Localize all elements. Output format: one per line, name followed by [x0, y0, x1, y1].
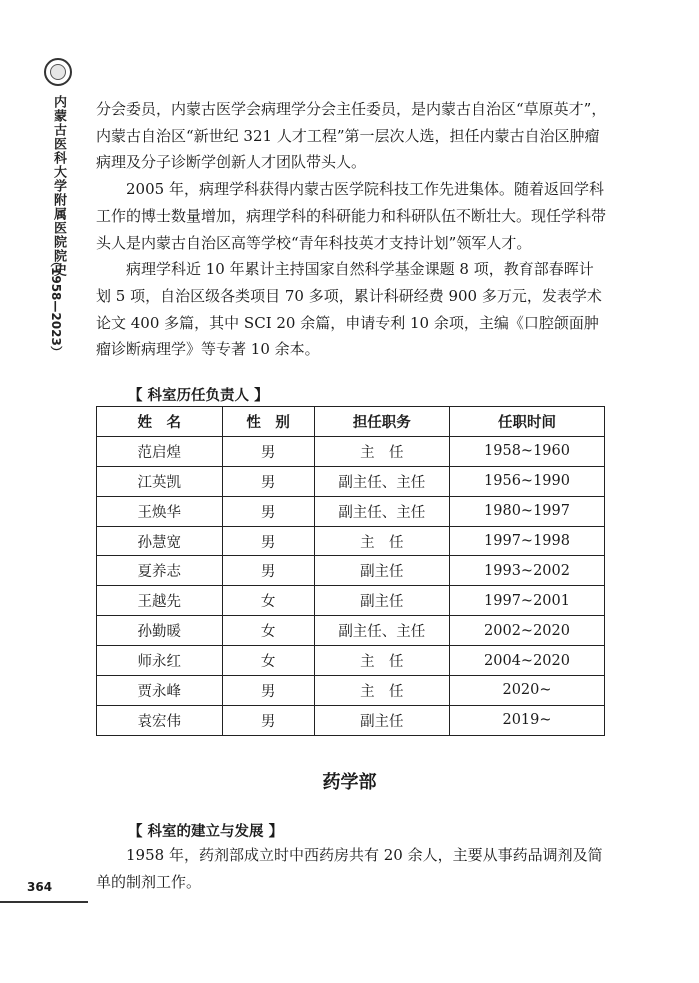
cell-name: 王越先	[97, 586, 223, 616]
page-footer-rule	[0, 901, 88, 903]
cell-name: 袁宏伟	[97, 705, 223, 735]
table-row	[97, 436, 605, 466]
table-row	[97, 526, 605, 556]
cell-position: 副主任、主任	[314, 496, 449, 526]
cell-position: 副主任	[314, 556, 449, 586]
table-row	[97, 586, 605, 616]
table-row	[97, 616, 605, 646]
cell-tenure: 2004~2020	[450, 646, 605, 676]
cell-gender: 男	[222, 466, 314, 496]
cell-tenure: 1997~1998	[450, 526, 605, 556]
cell-tenure: 1997~2001	[450, 586, 605, 616]
table-row	[97, 705, 605, 735]
cell-tenure: 1980~1997	[450, 496, 605, 526]
intro-paragraph-1: 分会委员，内蒙古医学会病理学分会主任委员，是内蒙古自治区“草原英才”，内蒙古自治区“新世纪 321 人才工程”第一层次人选，担任内蒙古自治区肿瘤病理及分子诊断学创新人才团队带头人。	[96, 100, 607, 172]
cell-gender: 男	[222, 496, 314, 526]
cell-name: 贾永峰	[97, 676, 223, 706]
table-row	[97, 646, 605, 676]
cell-tenure: 2002~2020	[450, 616, 605, 646]
pharmacy-paragraph-1: 1958 年，药剂部成立时中西药房共有 20 余人，主要从事药品调剂及简单的制剂工作。	[96, 846, 603, 891]
cell-position: 副主任、主任	[314, 616, 449, 646]
cell-position: 副主任、主任	[314, 466, 449, 496]
intro-paragraph-3: 病理学科近 10 年累计主持国家自然科学基金课题 8 项，教育部春晖计划 5 项，自治区级各类项目 70 多项，累计科研经费 900 多万元，发表学术论文 400 多篇，其中 SCI 20 余篇，申请专利 10 余项，主编《口腔颌面肿瘤诊断病理学》等专著 10 余本。	[96, 260, 602, 359]
cell-position: 主 任	[314, 526, 449, 556]
cell-gender: 女	[222, 586, 314, 616]
cell-name: 范启煌	[97, 436, 223, 466]
cell-position: 主 任	[314, 436, 449, 466]
leaders-table-header-row	[97, 407, 605, 437]
cell-gender: 男	[222, 556, 314, 586]
running-title-years: （1958—2023）	[49, 255, 63, 358]
header-tenure: 任职时间	[450, 407, 605, 437]
cell-gender: 女	[222, 616, 314, 646]
intro-paragraph-2: 2005 年，病理学科获得内蒙古医学院科技工作先进集体。随着返回学科工作的博士数量增加，病理学科的科研能力和科研队伍不断壮大。现任学科带头人是内蒙古自治区高等学校“青年科技英才支持计划”领军人才。	[96, 180, 607, 252]
cell-name: 孙慧宽	[97, 526, 223, 556]
cell-position: 副主任	[314, 586, 449, 616]
header-gender: 性 别	[222, 407, 314, 437]
header-name: 姓 名	[97, 407, 223, 437]
running-title: 内蒙古医科大学附属医院院史	[51, 95, 66, 277]
page-number: 364	[27, 880, 53, 894]
hospital-logo-icon	[44, 58, 72, 86]
pharmacy-text	[96, 842, 608, 895]
pharmacy-section-label: 【 科室的建立与发展 】	[128, 824, 284, 840]
cell-gender: 男	[222, 436, 314, 466]
header-position: 担任职务	[314, 407, 449, 437]
cell-name: 夏养志	[97, 556, 223, 586]
table-row	[97, 466, 605, 496]
cell-gender: 男	[222, 526, 314, 556]
cell-tenure: 1958~1960	[450, 436, 605, 466]
cell-tenure: 1956~1990	[450, 466, 605, 496]
cell-gender: 女	[222, 646, 314, 676]
cell-position: 主 任	[314, 646, 449, 676]
leaders-section-label: 【 科室历任负责人 】	[128, 388, 269, 404]
leaders-table	[96, 406, 605, 736]
cell-position: 副主任	[314, 705, 449, 735]
pharmacy-section-title: 药学部	[322, 772, 377, 793]
cell-tenure: 1993~2002	[450, 556, 605, 586]
cell-tenure: 2019~	[450, 705, 605, 735]
cell-tenure: 2020~	[450, 676, 605, 706]
intro-text	[96, 96, 608, 363]
table-row	[97, 556, 605, 586]
cell-gender: 男	[222, 705, 314, 735]
table-row	[97, 676, 605, 706]
cell-name: 孙勤暖	[97, 616, 223, 646]
cell-name: 师永红	[97, 646, 223, 676]
cell-position: 主 任	[314, 676, 449, 706]
cell-gender: 男	[222, 676, 314, 706]
table-row	[97, 496, 605, 526]
cell-name: 王焕华	[97, 496, 223, 526]
cell-name: 江英凯	[97, 466, 223, 496]
